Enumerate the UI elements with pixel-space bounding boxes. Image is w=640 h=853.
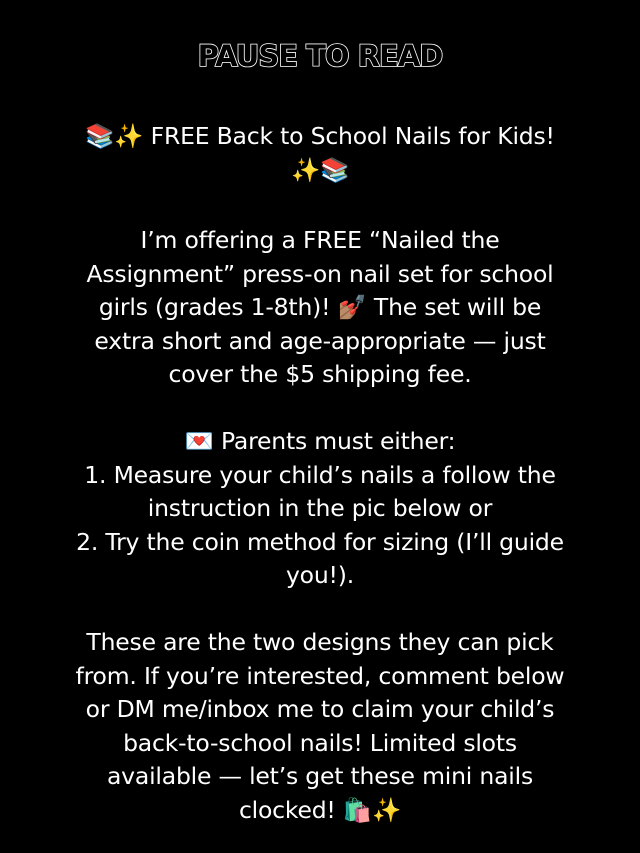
offer-line: extra short and age-appropriate — just [94,326,546,355]
parents-line: 2. Try the coin method for sizing (I’ll guide [76,527,564,556]
parents-line: you!). [285,561,355,589]
parents-instructions [40,425,600,593]
designs-line: back-to-school nails! Limited slots [123,728,517,757]
designs-line: clocked! 🛍️✨ [238,795,402,824]
pause-to-read-title: PAUSE TO READ [197,39,443,73]
parents-line: 💌 Parents must either: [184,427,456,455]
offer-heading [40,120,600,187]
heading-line: 📚✨ FREE Back to School Nails for Kids! [85,122,555,150]
offer-line: cover the $5 shipping fee. [168,360,472,388]
offer-line: Assignment” press-on nail set for school [86,259,554,288]
designs-line: available — let’s get these mini nails [106,762,533,790]
designs-line: These are the two designs they can pick [86,628,554,656]
parents-line: instruction in the pic below or [147,494,493,522]
designs-line: from. If you’re interested, comment below [75,661,565,690]
heading-line: ✨📚 [290,155,350,184]
offer-line: girls (grades 1-8th)! 💅🏽 The set will be [98,293,542,321]
offer-paragraph [40,224,600,392]
parents-line: 1. Measure your child’s nails a follow the [84,460,556,489]
designs-line: or DM me/inbox me to claim your child’s [85,695,555,723]
offer-line: I’m offering a FREE “Nailed the [140,226,500,254]
designs-paragraph [40,626,600,827]
